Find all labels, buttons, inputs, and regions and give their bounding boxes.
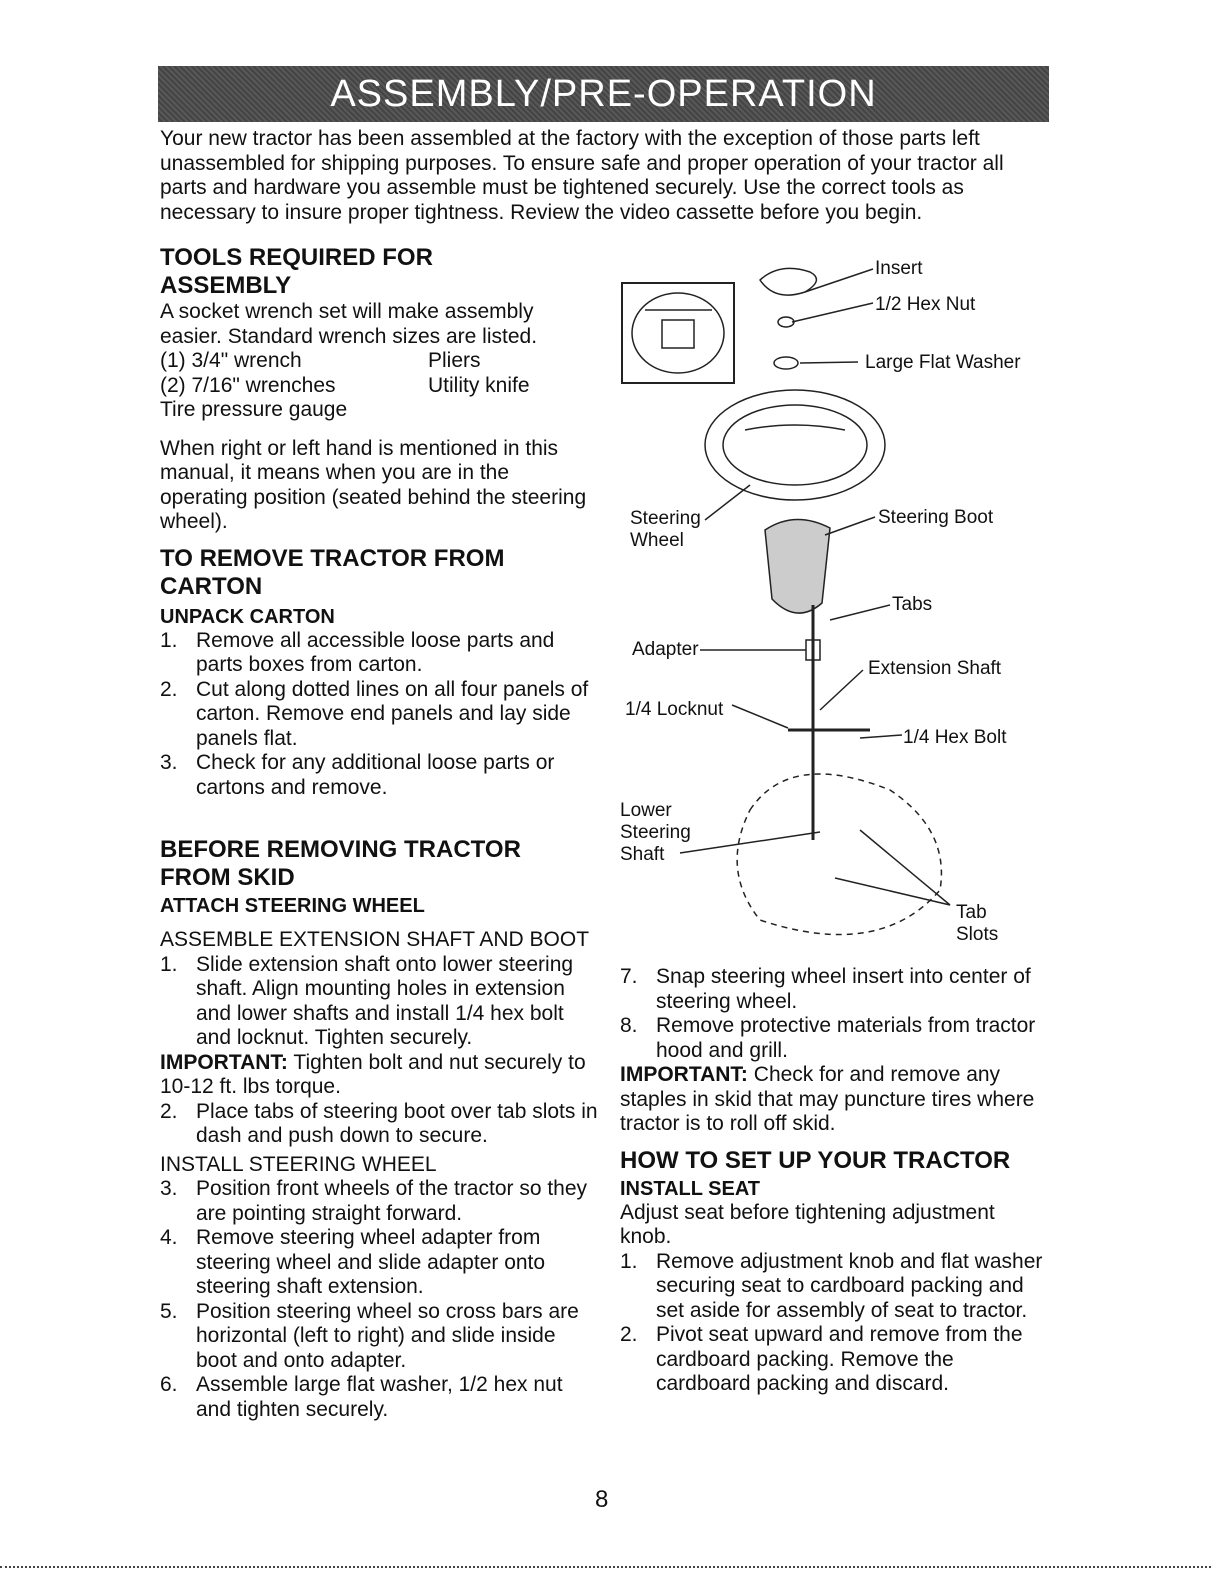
intro-paragraph: Your new tractor has been assembled at the factory with the exception of those parts left unassembled for shipping purposes. To ensure safe and proper operation of your tractor all parts and hardware you assemble must be tightened securely. Use the correct tools as necessary to insure proper tightness. Review the video cassette before you begin. xyxy=(160,127,1004,224)
steering-assembly-diagram xyxy=(620,250,1040,970)
wheel-outer xyxy=(705,390,885,500)
page-edge-divider xyxy=(0,1566,1211,1568)
list-item: 3. Check for any additional loose parts or cartons and remove. xyxy=(160,751,555,799)
label-tab-slots: Tab Slots xyxy=(956,902,999,945)
steering-boot-shape xyxy=(765,519,830,613)
remove-heading: TO REMOVE TRACTOR FROM CARTON xyxy=(160,544,505,600)
list-item: 5. Position steering wheel so cross bars are horizontal (left to right) and slide inside boot and onto adapter. xyxy=(160,1299,579,1372)
seat-subheading: INSTALL SEAT xyxy=(620,1177,760,1200)
list-item: 7. Snap steering wheel insert into center of steering wheel. xyxy=(620,965,1031,1013)
tools-list xyxy=(160,349,600,423)
unpack-steps xyxy=(160,629,600,801)
important-note-1: IMPORTANT: Tighten bolt and nut securely to 10-12 ft. lbs torque. xyxy=(160,1050,586,1098)
label-steering-wheel: Steering Wheel xyxy=(630,508,701,551)
list-item: 1. Slide extension shaft onto lower steering shaft. Align mounting holes in extension and lower shafts and install 1/4 hex bolt and locknut. Tighten securely. xyxy=(160,952,574,1049)
boot-steps xyxy=(160,1100,600,1149)
label-extension-shaft: Extension Shaft xyxy=(868,658,1002,679)
important-note-2: IMPORTANT: Check for and remove any staples in skid that may puncture tires where tractor is to roll off skid. xyxy=(620,1063,1035,1135)
dash-outline xyxy=(737,774,941,935)
list-item: 2. Pivot seat upward and remove from the cardboard packing. Remove the cardboard packing and discard. xyxy=(620,1323,1023,1395)
unpack-subheading: UNPACK CARTON xyxy=(160,605,335,628)
left-column xyxy=(160,244,600,1422)
inset-wheel xyxy=(632,293,724,373)
label-hex-nut: 1/2 Hex Nut xyxy=(875,294,976,315)
section-banner xyxy=(158,66,1049,122)
wheel-steps xyxy=(620,965,1045,1063)
attach-subheading: ATTACH STEERING WHEEL xyxy=(160,895,425,917)
list-item: 1. Remove all accessible loose parts and parts boxes from carton. xyxy=(160,628,555,676)
label-hex-bolt: 1/4 Hex Bolt xyxy=(903,727,1007,748)
tool-item: Pliers xyxy=(428,349,481,372)
list-item: 3. Position front wheels of the tractor so they are pointing straight forward. xyxy=(160,1177,588,1225)
assemble-title: ASSEMBLE EXTENSION SHAFT AND BOOT xyxy=(160,928,590,951)
tools-heading: TOOLS REQUIRED FOR ASSEMBLY xyxy=(160,244,433,299)
list-item: 2. Cut along dotted lines on all four panels of carton. Remove end panels and lay side panels flat. xyxy=(160,677,589,750)
hand-note: When right or left hand is mentioned in this manual, it means when you are in the operating position (seated behind the steering wheel). xyxy=(160,436,587,533)
list-item: 1. Remove adjustment knob and flat washer securing seat to cardboard packing and set aside for assembly of seat to tractor. xyxy=(620,1249,1043,1322)
list-item: 8. Remove protective materials from tractor hood and grill. xyxy=(620,1014,1036,1062)
hex-nut-shape xyxy=(778,317,794,327)
label-insert: Insert xyxy=(875,258,923,279)
setup-heading: HOW TO SET UP YOUR TRACTOR xyxy=(620,1146,1011,1174)
label-adapter: Adapter xyxy=(632,639,699,660)
label-flat-washer: Large Flat Washer xyxy=(865,352,1021,373)
label-lower-steering-shaft: Lower Steering Shaft xyxy=(620,800,691,865)
tool-item: Utility knife xyxy=(428,373,530,397)
section-title: ASSEMBLY/PRE-OPERATION xyxy=(330,72,877,115)
list-item: 6. Assemble large flat washer, 1/2 hex nut and tighten securely. xyxy=(160,1373,563,1421)
page-number: 8 xyxy=(595,1486,609,1513)
label-tabs: Tabs xyxy=(892,594,933,615)
seat-steps xyxy=(620,1250,1045,1397)
install-steps xyxy=(160,1177,600,1422)
label-steering-boot: Steering Boot xyxy=(878,507,994,528)
inset-hub xyxy=(662,320,694,348)
seat-description: Adjust seat before tightening adjustment knob. xyxy=(620,1200,995,1248)
inset-box xyxy=(622,283,734,383)
install-title: INSTALL STEERING WHEEL xyxy=(160,1152,437,1176)
tool-item: Tire pressure gauge xyxy=(160,398,348,421)
tool-item: (2) 7/16" wrenches xyxy=(160,373,336,397)
list-item: 2. Place tabs of steering boot over tab slots in dash and push down to secure. xyxy=(160,1099,598,1147)
before-heading: BEFORE REMOVING TRACTOR FROM SKID xyxy=(160,836,521,891)
list-item: 4. Remove steering wheel adapter from steering wheel and slide adapter onto steering shaft extension. xyxy=(160,1226,546,1298)
tool-item: (1) 3/4" wrench xyxy=(160,349,302,372)
label-locknut: 1/4 Locknut xyxy=(625,699,724,720)
tools-description: A socket wrench set will make assembly easier. Standard wrench sizes are listed. xyxy=(160,300,538,348)
right-column xyxy=(620,965,1045,1397)
washer-shape xyxy=(774,357,798,369)
assemble-steps xyxy=(160,953,600,1051)
